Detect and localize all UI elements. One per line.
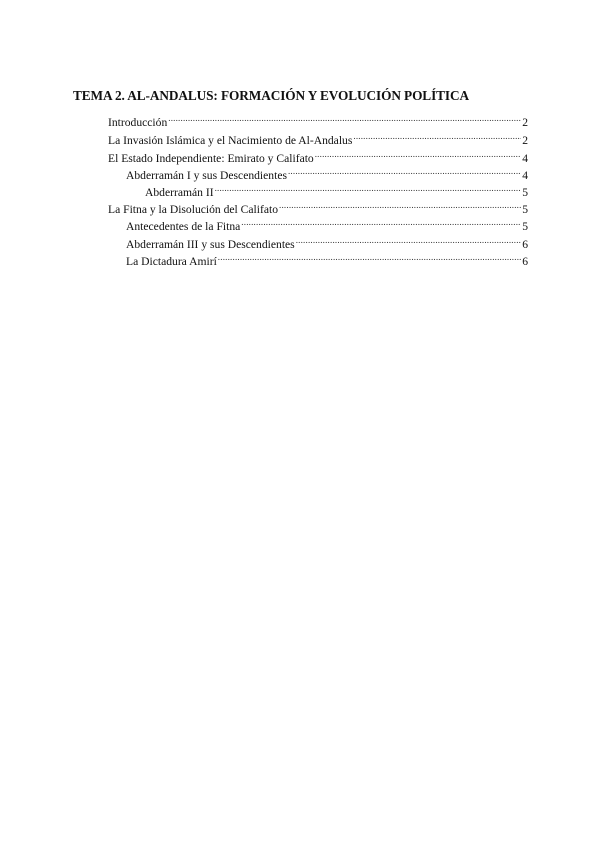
- toc-entry-label: Abderramán I y sus Descendientes: [126, 169, 287, 182]
- toc-entry-fitna[interactable]: [108, 197, 528, 216]
- toc-entry-antecedentes-fitna[interactable]: [126, 214, 528, 233]
- toc-page-number: 2: [522, 116, 528, 129]
- toc-page-number: 5: [522, 186, 528, 199]
- toc-dot-leader: [279, 197, 521, 213]
- toc-entry-label: Antecedentes de la Fitna: [126, 220, 241, 233]
- toc-page-number: 4: [522, 152, 528, 165]
- toc-dot-leader: [241, 214, 521, 230]
- toc-entry-abderraman-iii[interactable]: [126, 232, 528, 251]
- toc-page-number: 5: [522, 203, 528, 216]
- toc-entry-label: Introducción: [108, 116, 168, 129]
- toc-dot-leader: [296, 232, 522, 248]
- toc-entry-label: Abderramán III y sus Descendientes: [126, 238, 295, 251]
- toc-page-number: 2: [522, 134, 528, 147]
- toc-dot-leader: [215, 180, 522, 196]
- toc-dot-leader: [218, 249, 521, 265]
- document-title: TEMA 2. AL-ANDALUS: FORMACIÓN Y EVOLUCIÓN POLÍTICA: [73, 88, 470, 103]
- toc-entry-estado-independiente[interactable]: [108, 146, 528, 165]
- toc-dot-leader: [353, 128, 521, 144]
- toc-entry-label: El Estado Independiente: Emirato y Califato: [108, 152, 314, 165]
- toc-entry-abderraman-i[interactable]: [126, 163, 528, 182]
- toc-page-number: 5: [522, 220, 528, 233]
- toc-entry-label: La Dictadura Amirí: [126, 255, 217, 268]
- toc-dot-leader: [288, 163, 521, 179]
- toc-entry-dictadura-amiri[interactable]: [126, 249, 528, 268]
- toc-entry-label: La Invasión Islámica y el Nacimiento de Al-Andalus: [108, 134, 353, 147]
- toc-dot-leader: [315, 146, 521, 162]
- toc-page-number: 6: [522, 255, 528, 268]
- toc-page-number: 6: [522, 238, 528, 251]
- toc-entry-label: La Fitna y la Disolución del Califato: [108, 203, 279, 216]
- toc-page-number: 4: [522, 169, 528, 182]
- toc-entry-label: Abderramán II: [145, 186, 214, 199]
- toc-entry-introduccion[interactable]: [108, 110, 528, 129]
- toc-entry-abderraman-ii[interactable]: [145, 180, 528, 199]
- toc-dot-leader: [168, 110, 521, 126]
- toc-entry-invasion-islamica[interactable]: [108, 128, 528, 147]
